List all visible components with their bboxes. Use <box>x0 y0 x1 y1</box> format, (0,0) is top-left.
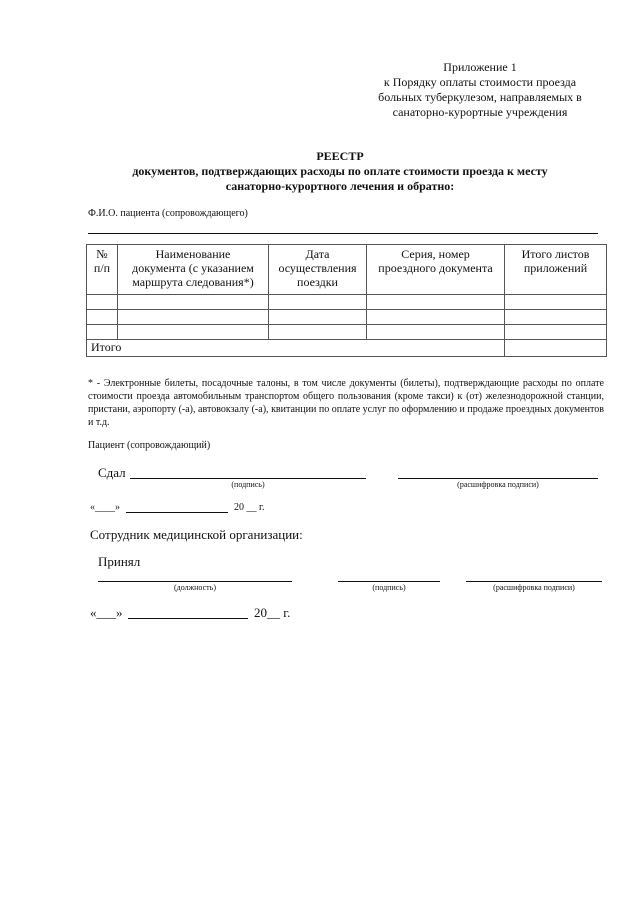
table-row <box>87 325 607 340</box>
table-row <box>87 295 607 310</box>
title-subtitle-line: документов, подтверждающих расходы по оплате стоимости проезда к месту <box>132 164 548 178</box>
total-value-cell[interactable] <box>505 340 607 357</box>
accepted-label: Принял <box>98 554 141 569</box>
patient-section-label: Пациент (сопровождающий) <box>88 440 211 451</box>
patient-decryption-field[interactable] <box>398 478 598 479</box>
patient-date-month-field[interactable] <box>126 512 228 513</box>
header-number: № п/п <box>87 245 118 295</box>
patient-fio-label: Ф.И.О. пациента (сопровождающего) <box>88 208 248 219</box>
table-row <box>87 310 607 325</box>
table-header-row <box>87 245 607 295</box>
header-total-sheets: Итого листов приложений <box>505 245 607 295</box>
employee-date-day[interactable]: «___» <box>90 605 123 620</box>
title-subtitle-line: санаторно-курортного лечения и обратно: <box>225 179 455 193</box>
appendix-line: санаторно-курортные учреждения <box>392 105 568 119</box>
total-label: Итого <box>87 340 505 357</box>
title-heading: РЕЕСТР <box>316 149 364 163</box>
registry-table <box>86 244 607 357</box>
patient-fio-field[interactable] <box>88 233 598 234</box>
handed-label: Сдал <box>98 465 126 480</box>
document-title <box>70 149 610 194</box>
table-total-row <box>87 340 607 357</box>
appendix-line: к Порядку оплаты стоимости проезда <box>383 75 577 89</box>
employee-decryption-caption: (расшифровка подписи) <box>493 583 575 592</box>
appendix-line: Приложение 1 <box>443 60 517 74</box>
footnote: * - Электронные билеты, посадочные талоны, в том числе документы (билеты), подтверждающие расходы по оплате стоимости проезда автомобильным транспортом общего пользования (кроме такси) к (от) железнодорожной станции, пристани, аэропорту (-а), автовокзалу (-а), квитанции по оплате услуг по оформлению и продаже проездных документов и т.д. <box>88 378 604 428</box>
employee-position-caption: (должность) <box>174 583 216 592</box>
employee-date-year[interactable]: 20__ г. <box>254 605 291 620</box>
employee-date-month-field[interactable] <box>128 618 248 619</box>
employee-position-field[interactable] <box>98 581 292 582</box>
header-trip-date: Дата осуществления поездки <box>269 245 367 295</box>
employee-signature-field[interactable] <box>338 581 440 582</box>
employee-section-label: Сотрудник медицинской организации: <box>90 527 303 542</box>
patient-signature-field[interactable] <box>130 478 366 479</box>
patient-date-year[interactable]: 20 __ г. <box>234 502 265 513</box>
employee-decryption-field[interactable] <box>466 581 602 582</box>
patient-date-day[interactable]: «____» <box>90 502 120 513</box>
header-document-name: Наименование документа (с указанием маршрута следования*) <box>118 245 269 295</box>
appendix-line: больных туберкулезом, направляемых в <box>378 90 582 104</box>
patient-decryption-caption: (расшифровка подписи) <box>457 480 539 489</box>
patient-signature-caption: (подпись) <box>231 480 265 489</box>
employee-signature-caption: (подпись) <box>372 583 406 592</box>
header-ticket-series: Серия, номер проездного документа <box>367 245 505 295</box>
appendix-header <box>360 60 600 120</box>
